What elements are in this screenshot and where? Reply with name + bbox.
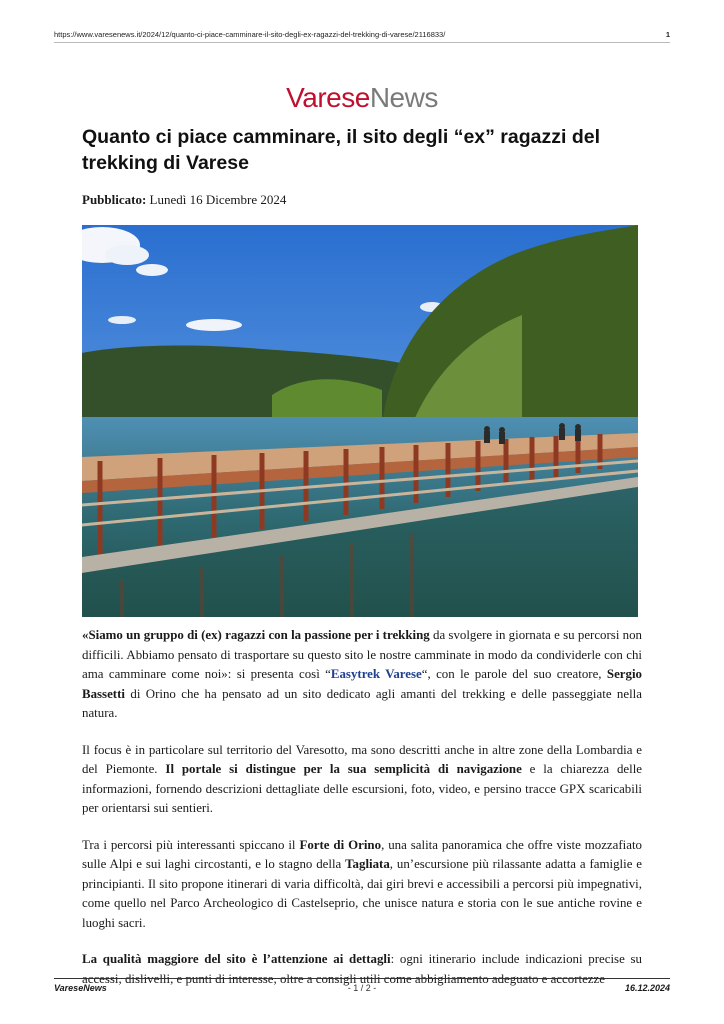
paragraph-4-text: : ogni itinerario include indicazioni precise su accessi, dislivelli, e punti di interesse, oltre a consigli utili come abbigliamento adeguato e accortezze [82,952,643,986]
paragraph-3-text-c: , un’escursione più rilassante adatta a famiglie e principianti. Il sito propone itinerari di varia difficoltà, dai giri brevi e accessibili a percorsi più impegnativi, come quello nel Parco Archeologico di Castelseprio, che unisce natura e storia con le sue antiche rovine e luoghi sacri. [82,857,642,930]
site-logo[interactable] [0,82,724,114]
footer-page-count: - 1 / 2 - [347,983,377,993]
published-date: Lunedì 16 Dicembre 2024 [149,192,287,207]
print-header [54,30,670,44]
paragraph-3 [82,836,642,934]
header-divider [54,42,670,43]
paragraph-1-bold-intro: «Siamo un gruppo di (ex) ragazzi con la passione per i trekking [82,628,430,642]
paragraph-2-bold: Il portale si distingue per la sua semplicità di navigazione [165,762,522,776]
paragraph-1 [82,626,642,724]
print-footer [54,978,670,998]
paragraph-3-bold-a: Forte di Orino [299,837,382,852]
paragraph-1-text-a: da svolgere in giornata e su percorsi non difficili. Abbiamo pensato di trasportare su questo sito le nostre camminate in modo da condividerle con chi ama camminare come noi»: si presenta così “ [82,628,642,681]
article-body [82,626,642,1006]
footer-divider [54,978,670,979]
paragraph-4-bold: La qualità maggiore del sito è l’attenzione ai dettagli [82,952,391,966]
paragraph-2 [82,741,642,819]
footer-brand: VareseNews [54,983,107,993]
paragraph-3-text-b: , una salita panoramica che offre viste mozzafiato sulle Alpi e sui laghi circostanti, e lo stagno della [82,837,642,871]
paragraph-2-text-a: Il focus è in particolare sul territorio del Varesotto, ma sono descritti anche in altre zone della Lombardia e del Piemonte. [82,742,642,776]
article-photo [82,225,638,617]
published-label: Pubblicato: [82,192,147,207]
page-url: https://www.varesenews.it/2024/12/quanto-ci-piace-camminare-il-sito-degli-ex-ragazzi-del-trekking-di-varese/2116833/ [54,30,446,39]
paragraph-1-bold-name: Sergio Bassetti [82,667,642,701]
published-line [82,192,286,208]
paragraph-3-text-a: Tra i percorsi più interessanti spiccano il [82,837,300,852]
article-title: Quanto ci piace camminare, il sito degli “ex” ragazzi del trekking di Varese [82,126,600,174]
paragraph-3-bold-b: Tagliata [345,857,390,871]
footer-date: 16.12.2024 [624,983,670,993]
logo-part-news: News [369,82,438,113]
easytrek-link[interactable]: Easytrek Varese [330,667,422,681]
paragraph-2-text-b: e la chiarezza delle informazioni, fornendo descrizioni dettagliate delle escursioni, foto, video, e persino tracce GPX scaricabili per orientarsi sui sentieri. [82,762,643,815]
paragraph-1-text-c: di Orino che ha pensato ad un sito dedicato agli amanti del trekking e delle passeggiate nella natura. [82,686,642,720]
page-number: 1 [665,30,670,39]
paragraph-1-text-b: “, con le parole del suo creatore, [421,667,607,681]
logo-part-varese: Varese [286,82,370,113]
